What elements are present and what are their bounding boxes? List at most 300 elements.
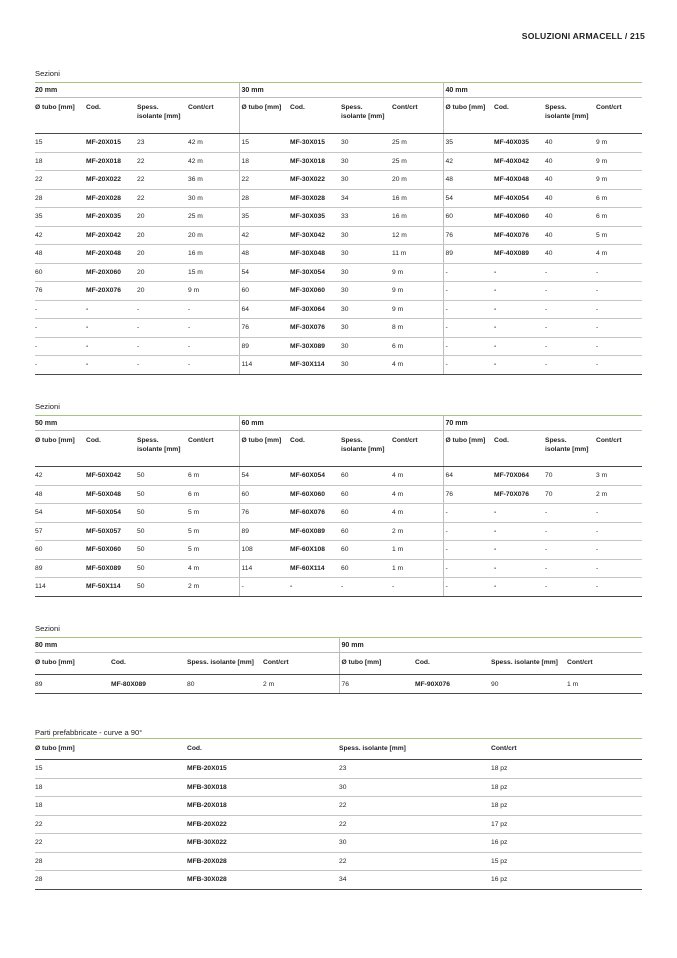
diameter-cell: 42 [35, 226, 86, 245]
count-cell: 25 m [188, 208, 239, 227]
thickness-cell: - [137, 337, 188, 356]
code-header: Cod. [86, 98, 137, 134]
count-cell: - [596, 559, 642, 578]
diameter-cell: - [35, 300, 86, 319]
diameter-cell: 28 [239, 189, 290, 208]
thickness-cell: 23 [339, 760, 491, 779]
thickness-cell: 60 [341, 485, 392, 504]
diameter-cell: - [443, 356, 494, 375]
thickness-cell: 30 [341, 263, 392, 282]
diameter-cell: 18 [239, 152, 290, 171]
code-cell: - [494, 504, 545, 523]
thickness-cell: - [545, 263, 596, 282]
diameter-cell: 35 [239, 208, 290, 227]
code-cell: - [494, 578, 545, 597]
count-cell: - [188, 300, 239, 319]
code-header: Cod. [111, 653, 187, 675]
thickness-cell: - [137, 319, 188, 338]
code-cell: - [290, 578, 341, 597]
diameter-cell: 76 [443, 226, 494, 245]
diameter-cell: 54 [443, 189, 494, 208]
code-cell: MF-50X089 [86, 559, 137, 578]
thickness-cell: - [545, 504, 596, 523]
count-cell: 9 m [392, 282, 443, 301]
code-cell: - [494, 282, 545, 301]
count-cell: 4 m [188, 559, 239, 578]
diameter-cell: 114 [239, 356, 290, 375]
code-cell: MF-70X064 [494, 467, 545, 486]
prefab-bends-table [35, 738, 642, 890]
group-label: 40 mm [443, 83, 642, 98]
diameter-cell: - [239, 578, 290, 597]
sections-table-80-90 [35, 637, 642, 694]
diameter-cell: 76 [35, 282, 86, 301]
code-cell: MF-30X089 [290, 337, 341, 356]
count-cell: 11 m [392, 245, 443, 264]
thickness-cell: 22 [339, 815, 491, 834]
count-cell: - [596, 356, 642, 375]
table-row [35, 504, 642, 523]
code-cell: MF-30X076 [290, 319, 341, 338]
thickness-cell: 60 [341, 522, 392, 541]
table-row [35, 208, 642, 227]
table-row [35, 282, 642, 301]
code-cell: MF-20X018 [86, 152, 137, 171]
thickness-cell: 40 [545, 245, 596, 264]
code-cell: MFB-30X022 [187, 834, 339, 853]
count-cell: 1 m [392, 541, 443, 560]
count-cell: 9 m [596, 134, 642, 153]
thickness-cell: 50 [137, 467, 188, 486]
diameter-header: Ø tubo [mm] [443, 431, 494, 467]
thickness-cell: 40 [545, 134, 596, 153]
code-cell: MF-30X042 [290, 226, 341, 245]
diameter-cell: 15 [239, 134, 290, 153]
thickness-cell: 50 [137, 541, 188, 560]
diameter-cell: - [443, 319, 494, 338]
table-row [35, 815, 642, 834]
code-header: Cod. [494, 98, 545, 134]
thickness-cell: 50 [137, 485, 188, 504]
diameter-cell: 60 [239, 485, 290, 504]
diameter-cell: 60 [239, 282, 290, 301]
count-cell: 6 m [188, 485, 239, 504]
diameter-cell: 42 [35, 467, 86, 486]
code-cell: MF-90X076 [415, 675, 491, 694]
thickness-cell: 30 [341, 337, 392, 356]
group-label: 70 mm [443, 416, 642, 431]
count-cell: - [596, 522, 642, 541]
diameter-cell: 114 [239, 559, 290, 578]
group-label: 80 mm [35, 638, 339, 653]
diameter-cell: 54 [239, 467, 290, 486]
table-row [35, 189, 642, 208]
count-cell: 9 m [188, 282, 239, 301]
code-cell: MF-40X060 [494, 208, 545, 227]
thickness-cell: 30 [341, 171, 392, 190]
table-row [35, 356, 642, 375]
group-label: 50 mm [35, 416, 239, 431]
code-cell: - [494, 300, 545, 319]
thickness-cell: 30 [339, 778, 491, 797]
diameter-cell: - [443, 337, 494, 356]
count-cell: 20 m [392, 171, 443, 190]
thickness-cell: 60 [341, 504, 392, 523]
thickness-cell: 70 [545, 467, 596, 486]
group-header-row [35, 83, 642, 98]
code-cell: MF-20X022 [86, 171, 137, 190]
diameter-cell: 76 [339, 675, 415, 694]
thickness-cell: 90 [491, 675, 567, 694]
table-row [35, 852, 642, 871]
count-cell: 5 m [596, 226, 642, 245]
diameter-cell: 57 [35, 522, 86, 541]
thickness-cell: 40 [545, 189, 596, 208]
thickness-cell: 22 [137, 171, 188, 190]
count-cell: 4 m [392, 504, 443, 523]
diameter-cell: 18 [35, 797, 187, 816]
count-cell: - [596, 504, 642, 523]
thickness-cell: 30 [341, 245, 392, 264]
count-cell: - [596, 578, 642, 597]
count-cell: 36 m [188, 171, 239, 190]
count-cell: 6 m [596, 208, 642, 227]
section-title-3: Sezioni [35, 624, 60, 633]
count-cell: 18 pz [491, 797, 642, 816]
code-cell: MF-20X042 [86, 226, 137, 245]
count-cell: 9 m [596, 171, 642, 190]
diameter-cell: 60 [35, 263, 86, 282]
thickness-cell: 30 [341, 152, 392, 171]
diameter-cell: 18 [35, 778, 187, 797]
count-cell: 16 pz [491, 834, 642, 853]
code-cell: - [494, 559, 545, 578]
diameter-cell: 54 [239, 263, 290, 282]
group-header-row [35, 638, 642, 653]
count-cell: 17 pz [491, 815, 642, 834]
diameter-cell: 28 [35, 871, 187, 890]
thickness-cell: 60 [341, 467, 392, 486]
thickness-cell: - [545, 522, 596, 541]
diameter-cell: - [35, 319, 86, 338]
code-cell: MF-40X042 [494, 152, 545, 171]
code-cell: MF-50X060 [86, 541, 137, 560]
code-cell: MF-60X089 [290, 522, 341, 541]
count-cell: 4 m [392, 356, 443, 375]
diameter-cell: 108 [239, 541, 290, 560]
count-cell: 42 m [188, 152, 239, 171]
thickness-cell: 20 [137, 282, 188, 301]
code-cell: - [494, 522, 545, 541]
thickness-cell: 30 [341, 134, 392, 153]
thickness-header: Spess. isolante [mm] [491, 653, 567, 675]
count-cell: 9 m [596, 152, 642, 171]
count-cell: 4 m [392, 485, 443, 504]
diameter-cell: 42 [239, 226, 290, 245]
code-cell: MF-30X028 [290, 189, 341, 208]
count-cell: 1 m [567, 675, 642, 694]
diameter-cell: 60 [443, 208, 494, 227]
code-cell: MF-40X089 [494, 245, 545, 264]
code-cell: MF-80X089 [111, 675, 187, 694]
diameter-cell: 35 [443, 134, 494, 153]
table-row [35, 675, 642, 694]
count-cell: 18 pz [491, 760, 642, 779]
code-cell: - [494, 337, 545, 356]
diameter-cell: 48 [443, 171, 494, 190]
code-cell: MFB-20X018 [187, 797, 339, 816]
count-cell: 2 m [596, 485, 642, 504]
code-cell: MFB-30X028 [187, 871, 339, 890]
diameter-header: Ø tubo [mm] [35, 431, 86, 467]
thickness-cell: 33 [341, 208, 392, 227]
count-cell: 2 m [263, 675, 339, 694]
table-row [35, 834, 642, 853]
count-header: Cont/crt [491, 739, 642, 760]
diameter-cell: 15 [35, 760, 187, 779]
code-cell: MF-30X022 [290, 171, 341, 190]
thickness-cell: 30 [341, 282, 392, 301]
code-cell: MF-20X048 [86, 245, 137, 264]
table-row [35, 871, 642, 890]
code-cell: MF-20X060 [86, 263, 137, 282]
thickness-cell: 22 [339, 797, 491, 816]
table-row [35, 559, 642, 578]
count-cell: 6 m [392, 337, 443, 356]
count-cell: 9 m [392, 300, 443, 319]
thickness-cell: - [137, 300, 188, 319]
diameter-cell: - [443, 522, 494, 541]
count-header: Cont/crt [392, 431, 443, 467]
code-header: Cod. [415, 653, 491, 675]
code-cell: MF-50X114 [86, 578, 137, 597]
table-row [35, 152, 642, 171]
diameter-cell: 42 [443, 152, 494, 171]
table-row [35, 797, 642, 816]
group-header-row [35, 416, 642, 431]
section-title-4: Parti prefabbricate - curve a 90° [35, 728, 143, 737]
diameter-cell: - [443, 541, 494, 560]
code-cell: MF-50X042 [86, 467, 137, 486]
diameter-cell: - [443, 282, 494, 301]
thickness-cell: 40 [545, 208, 596, 227]
diameter-cell: - [443, 504, 494, 523]
table-row [35, 171, 642, 190]
code-cell: - [494, 356, 545, 375]
count-header: Cont/crt [596, 98, 642, 134]
code-cell: - [86, 300, 137, 319]
count-cell: - [596, 319, 642, 338]
diameter-cell: 89 [443, 245, 494, 264]
code-cell: MF-40X076 [494, 226, 545, 245]
thickness-cell: 22 [339, 852, 491, 871]
count-cell: - [596, 282, 642, 301]
diameter-cell: 114 [35, 578, 86, 597]
count-cell: 16 pz [491, 871, 642, 890]
code-cell: MF-30X015 [290, 134, 341, 153]
count-cell: - [188, 319, 239, 338]
code-cell: MF-30X060 [290, 282, 341, 301]
code-cell: MF-60X108 [290, 541, 341, 560]
table-row [35, 263, 642, 282]
count-cell: 9 m [392, 263, 443, 282]
diameter-cell: 22 [35, 834, 187, 853]
group-label: 60 mm [239, 416, 443, 431]
code-cell: MF-30X064 [290, 300, 341, 319]
section-title-2: Sezioni [35, 402, 60, 411]
table-row [35, 778, 642, 797]
thickness-header: Spess. isolante [mm] [341, 98, 392, 134]
count-cell: 25 m [392, 152, 443, 171]
thickness-cell: 70 [545, 485, 596, 504]
diameter-header: Ø tubo [mm] [239, 431, 290, 467]
code-cell: MF-20X015 [86, 134, 137, 153]
thickness-cell: 50 [137, 504, 188, 523]
table-row [35, 300, 642, 319]
thickness-cell: - [545, 300, 596, 319]
code-header: Cod. [187, 739, 339, 760]
diameter-cell: 22 [239, 171, 290, 190]
count-cell: 2 m [188, 578, 239, 597]
diameter-cell: 64 [239, 300, 290, 319]
count-cell: 6 m [188, 467, 239, 486]
diameter-cell: - [443, 578, 494, 597]
code-cell: MFB-30X018 [187, 778, 339, 797]
diameter-cell: 22 [35, 171, 86, 190]
code-cell: - [86, 337, 137, 356]
table-row [35, 319, 642, 338]
thickness-cell: 40 [545, 226, 596, 245]
thickness-cell: - [545, 578, 596, 597]
code-cell: MF-20X035 [86, 208, 137, 227]
count-cell: 6 m [596, 189, 642, 208]
thickness-cell: 60 [341, 559, 392, 578]
diameter-cell: 76 [239, 319, 290, 338]
code-cell: MF-30X114 [290, 356, 341, 375]
diameter-cell: - [443, 300, 494, 319]
thickness-cell: 23 [137, 134, 188, 153]
count-cell: 3 m [596, 467, 642, 486]
diameter-cell: 28 [35, 852, 187, 871]
count-cell: - [596, 300, 642, 319]
diameter-cell: 64 [443, 467, 494, 486]
diameter-cell: 89 [239, 337, 290, 356]
diameter-header: Ø tubo [mm] [239, 98, 290, 134]
column-header-row [35, 98, 642, 134]
count-cell: - [188, 356, 239, 375]
thickness-cell: - [545, 559, 596, 578]
code-cell: MFB-20X028 [187, 852, 339, 871]
count-header: Cont/crt [596, 431, 642, 467]
count-cell: 5 m [188, 504, 239, 523]
table-row [35, 760, 642, 779]
group-label: 90 mm [339, 638, 642, 653]
thickness-cell: 60 [341, 541, 392, 560]
code-cell: MF-60X054 [290, 467, 341, 486]
thickness-header: Spess. isolante [mm] [339, 739, 491, 760]
thickness-cell: - [545, 541, 596, 560]
count-header: Cont/crt [392, 98, 443, 134]
thickness-cell: 50 [137, 578, 188, 597]
group-label: 20 mm [35, 83, 239, 98]
code-cell: MFB-20X022 [187, 815, 339, 834]
diameter-cell: 60 [35, 541, 86, 560]
diameter-cell: 22 [35, 815, 187, 834]
diameter-cell: - [35, 337, 86, 356]
group-label: 30 mm [239, 83, 443, 98]
diameter-cell: 89 [35, 559, 86, 578]
diameter-cell: 54 [35, 504, 86, 523]
table-row [35, 467, 642, 486]
count-cell: 1 m [392, 559, 443, 578]
thickness-cell: 50 [137, 522, 188, 541]
code-cell: MF-40X048 [494, 171, 545, 190]
diameter-cell: - [35, 356, 86, 375]
diameter-header: Ø tubo [mm] [443, 98, 494, 134]
code-cell: MF-50X048 [86, 485, 137, 504]
thickness-cell: 30 [339, 834, 491, 853]
table-row [35, 485, 642, 504]
thickness-header: Spess. isolante [mm] [137, 431, 188, 467]
code-cell: MF-50X057 [86, 522, 137, 541]
count-header: Cont/crt [263, 653, 339, 675]
code-header: Cod. [86, 431, 137, 467]
diameter-cell: - [443, 559, 494, 578]
code-cell: MF-20X076 [86, 282, 137, 301]
thickness-cell: - [341, 578, 392, 597]
thickness-cell: 80 [187, 675, 263, 694]
thickness-cell: 34 [339, 871, 491, 890]
count-header: Cont/crt [567, 653, 642, 675]
code-cell: MF-30X018 [290, 152, 341, 171]
count-cell: - [392, 578, 443, 597]
table-row [35, 541, 642, 560]
code-cell: MF-30X048 [290, 245, 341, 264]
thickness-cell: 30 [341, 319, 392, 338]
diameter-cell: 89 [239, 522, 290, 541]
table-row [35, 226, 642, 245]
thickness-header: Spess. isolante [mm] [187, 653, 263, 675]
diameter-header: Ø tubo [mm] [339, 653, 415, 675]
sections-table-50-60-70 [35, 415, 642, 597]
diameter-cell: 76 [239, 504, 290, 523]
code-cell: - [86, 356, 137, 375]
code-cell: - [494, 319, 545, 338]
diameter-header: Ø tubo [mm] [35, 98, 86, 134]
code-cell: MF-30X035 [290, 208, 341, 227]
code-cell: - [494, 263, 545, 282]
table-row [35, 245, 642, 264]
count-header: Cont/crt [188, 431, 239, 467]
thickness-cell: - [545, 337, 596, 356]
count-cell: 2 m [392, 522, 443, 541]
count-cell: - [596, 263, 642, 282]
diameter-cell: 76 [443, 485, 494, 504]
thickness-header: Spess. isolante [mm] [545, 431, 596, 467]
thickness-cell: 20 [137, 226, 188, 245]
table-row [35, 337, 642, 356]
count-cell: 12 m [392, 226, 443, 245]
column-header-row [35, 653, 642, 675]
thickness-cell: 22 [137, 152, 188, 171]
diameter-cell: 35 [35, 208, 86, 227]
thickness-cell: 30 [341, 300, 392, 319]
diameter-cell: 15 [35, 134, 86, 153]
thickness-cell: 50 [137, 559, 188, 578]
thickness-cell: 40 [545, 152, 596, 171]
thickness-cell: 20 [137, 208, 188, 227]
thickness-cell: - [545, 319, 596, 338]
